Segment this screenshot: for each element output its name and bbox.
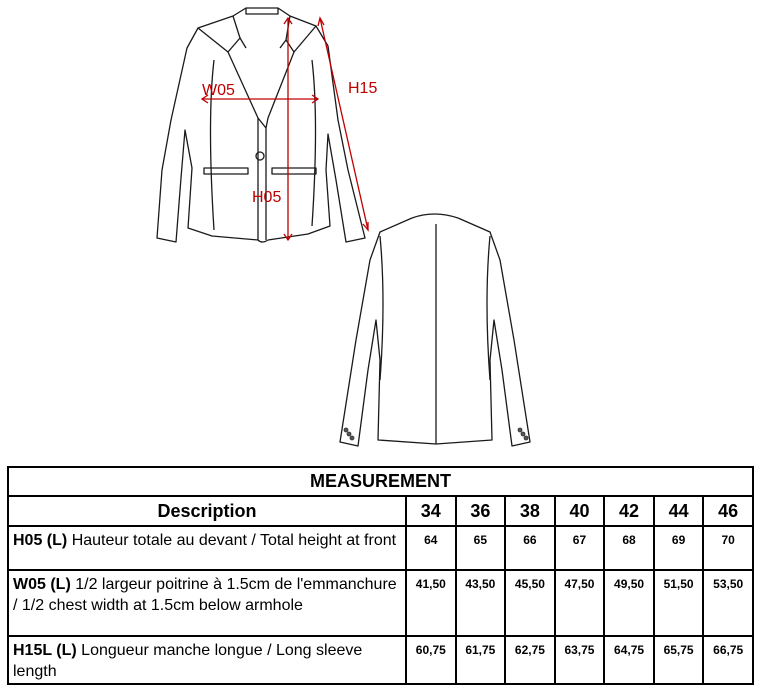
table-cell: 60,75 (406, 636, 456, 684)
size-header: 38 (505, 496, 555, 526)
w05-label: W05 (202, 82, 235, 99)
table-cell: 51,50 (654, 570, 704, 636)
table-cell: 65,75 (654, 636, 704, 684)
table-title: MEASUREMENT (8, 467, 753, 496)
table-row (8, 570, 753, 636)
row-description (8, 570, 406, 636)
measurement-table (7, 466, 754, 685)
jacket-back-view (340, 214, 530, 446)
table-cell: 68 (604, 526, 654, 570)
table-cell: 63,75 (555, 636, 605, 684)
h05-measure-line (284, 18, 292, 240)
table-cell: 41,50 (406, 570, 456, 636)
table-cell: 64,75 (604, 636, 654, 684)
size-header: 46 (703, 496, 753, 526)
table-cell: 66,75 (703, 636, 753, 684)
size-header: 34 (406, 496, 456, 526)
table-cell: 62,75 (505, 636, 555, 684)
size-header: 36 (456, 496, 506, 526)
table-cell: 47,50 (555, 570, 605, 636)
size-header: 44 (654, 496, 704, 526)
table-cell: 45,50 (505, 570, 555, 636)
table-cell: 49,50 (604, 570, 654, 636)
table-row (8, 526, 753, 570)
table-cell: 43,50 (456, 570, 506, 636)
row-description (8, 636, 406, 684)
row-description (8, 526, 406, 570)
table-row (8, 636, 753, 684)
table-cell: 61,75 (456, 636, 506, 684)
row-text: Longueur manche longue / Long sleeve length (13, 642, 363, 680)
h15-label: H15 (348, 80, 378, 97)
header-row (8, 496, 753, 526)
table-cell: 66 (505, 526, 555, 570)
table-cell: 65 (456, 526, 506, 570)
row-text: Hauteur totale au devant / Total height at front (71, 532, 397, 549)
table-cell: 67 (555, 526, 605, 570)
row-code: H05 (L) (13, 532, 68, 549)
h15-measure-line (318, 18, 368, 230)
description-header: Description (8, 496, 406, 526)
h05-label: H05 (252, 189, 282, 206)
table-cell: 53,50 (703, 570, 753, 636)
measurement-table-wrap (7, 466, 754, 685)
table-cell: 70 (703, 526, 753, 570)
size-header: 40 (555, 496, 605, 526)
size-header: 42 (604, 496, 654, 526)
row-code: H15L (L) (13, 642, 77, 659)
row-text: 1/2 largeur poitrine à 1.5cm de l'emmanchure / 1/2 chest width at 1.5cm below armhole (13, 576, 397, 614)
table-cell: 64 (406, 526, 456, 570)
row-code: W05 (L) (13, 576, 71, 593)
table-cell: 69 (654, 526, 704, 570)
